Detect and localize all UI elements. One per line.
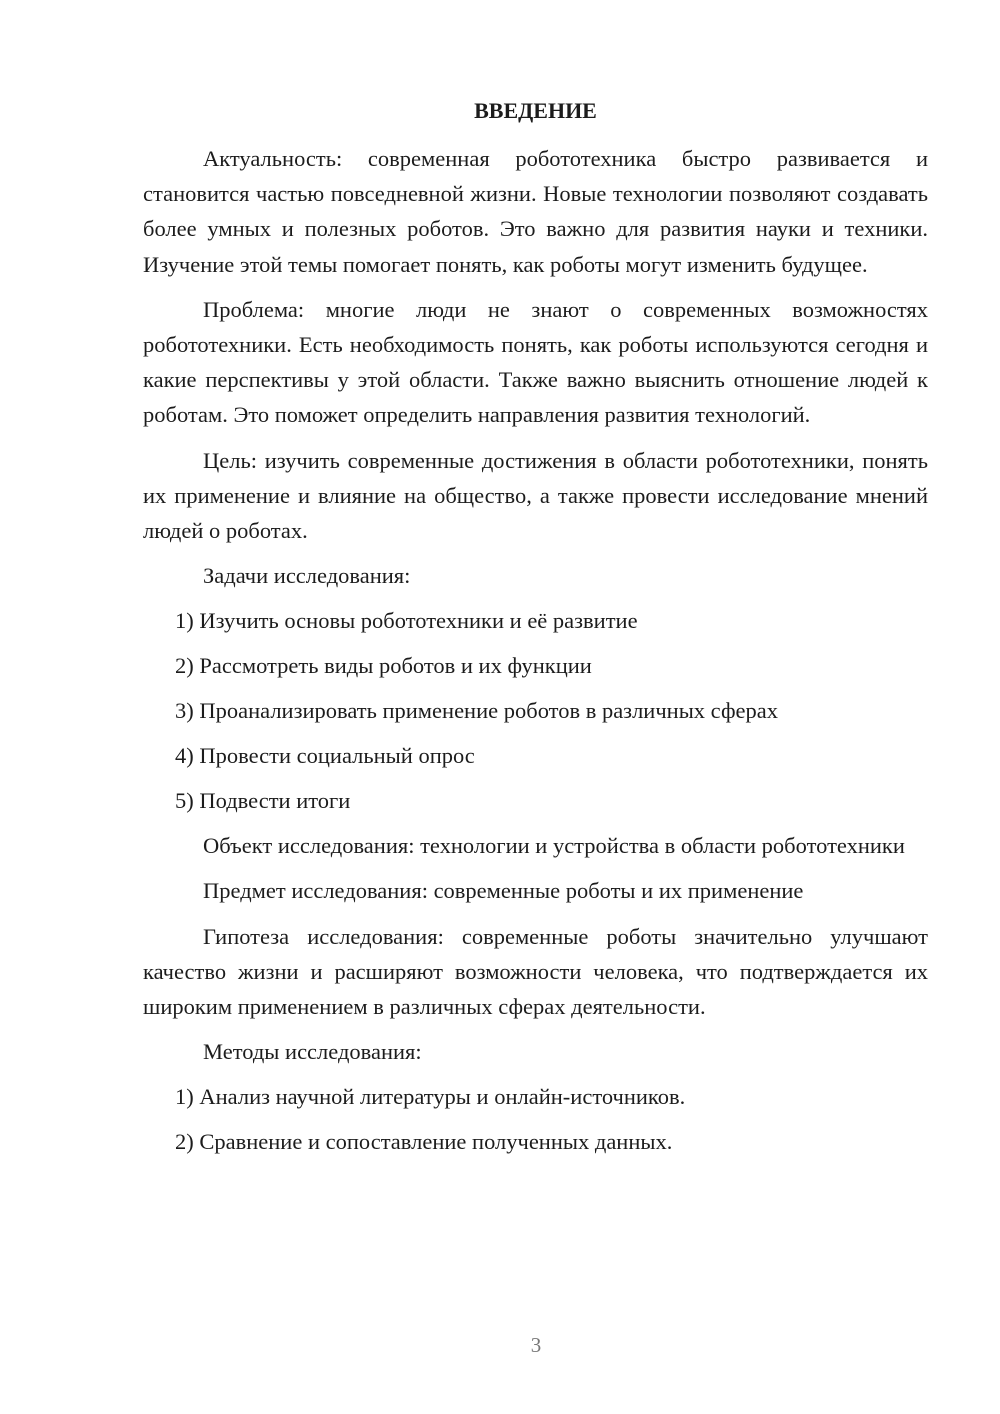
- paragraph-problem: Проблема: многие люди не знают о современных возможностях робототехники. Есть необходимость понять, как роботы используются сегодня и какие перспективы у этой области. Также важно выяснить отношение людей к роботам. Это поможет определить направления развития технологий.: [143, 296, 928, 428]
- section-title: ВВЕДЕНИЕ: [474, 98, 597, 123]
- method-item: 2) Сравнение и сопоставление полученных данных.: [175, 1129, 673, 1155]
- task-item: 3) Проанализировать применение роботов в различных сферах: [175, 698, 778, 724]
- document-page: [143, 96, 928, 1169]
- task-item: 5) Подвести итоги: [175, 788, 351, 814]
- paragraph-subject: Предмет исследования: современные роботы и их применение: [203, 878, 804, 904]
- tasks-heading: Задачи исследования:: [203, 563, 411, 589]
- paragraph-object: Объект исследования: технологии и устройства в области робототехники: [203, 833, 905, 859]
- paragraph-goal: Цель: изучить современные достижения в области робототехники, понять их применение и влияние на общество, а также провести исследование мнений людей о роботах.: [143, 447, 928, 544]
- page-number: 3: [530, 1333, 542, 1357]
- method-item: 1) Анализ научной литературы и онлайн-источников.: [175, 1084, 686, 1110]
- paragraph-relevance: Актуальность: современная робототехника быстро развивается и становится частью повседневной жизни. Новые технологии позволяют создавать более умных и полезных роботов. Это важно для развития науки и техники. Изучение этой темы помогает понять, как роботы могут изменить будущее.: [143, 146, 928, 277]
- task-item: 4) Провести социальный опрос: [175, 743, 475, 769]
- task-item: 1) Изучить основы робототехники и её развитие: [175, 608, 638, 634]
- methods-heading: Методы исследования:: [203, 1039, 422, 1065]
- task-item: 2) Рассмотреть виды роботов и их функции: [175, 653, 592, 679]
- paragraph-hypothesis: Гипотеза исследования: современные роботы значительно улучшают качество жизни и расширяют возможности человека, что подтверждается их широким применением в различных сферах деятельности.: [143, 923, 928, 1020]
